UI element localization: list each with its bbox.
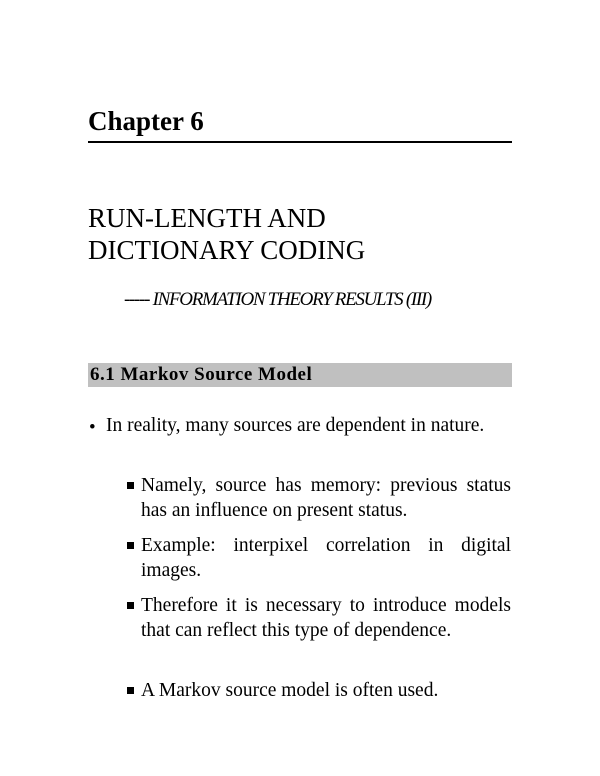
sub-item <box>141 533 511 583</box>
sub-item-text: A Markov source model is often used. <box>141 680 439 701</box>
sub-item-text: Namely, source has memory: previous status has an influence on present status. <box>141 475 511 521</box>
subtitle: ----- INFORMATION THEORY RESULTS (III) <box>124 289 431 310</box>
chapter-underline <box>88 141 512 143</box>
bullet-dot-icon: • <box>89 417 96 438</box>
section-title: 6.1 Markov Source Model <box>90 364 313 385</box>
square-bullet-icon <box>127 482 134 489</box>
chapter-title: Chapter 6 <box>88 106 204 136</box>
sub-item-text: Therefore it is necessary to introduce models that can reflect this type of dependence. <box>141 595 511 641</box>
sub-item-text: Example: interpixel correlation in digital images. <box>141 535 511 581</box>
main-title-line-2: DICTIONARY CODING <box>88 235 366 265</box>
section-header <box>88 363 512 387</box>
square-bullet-icon <box>127 602 134 609</box>
sub-item <box>141 473 511 523</box>
square-bullet-icon <box>127 542 134 549</box>
bullet-text: In reality, many sources are dependent in nature. <box>106 415 485 436</box>
main-title-line-1: RUN-LENGTH AND <box>88 203 326 233</box>
square-bullet-icon <box>127 687 134 694</box>
main-title <box>88 202 365 266</box>
sub-item <box>141 678 511 703</box>
sub-item <box>141 593 511 643</box>
